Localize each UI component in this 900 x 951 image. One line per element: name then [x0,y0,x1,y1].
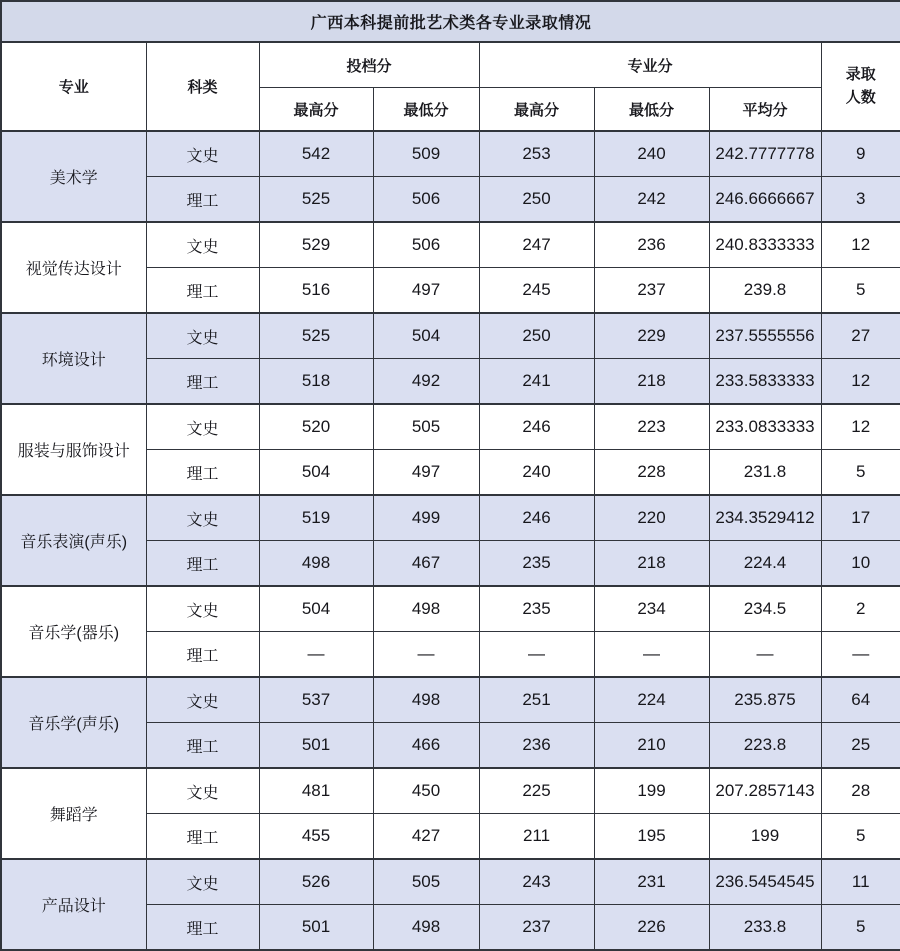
zhuanye-avg-cell: 239.8 [709,268,821,314]
toudang-min-cell: 467 [373,541,479,587]
table-row [1,313,900,359]
toudang-max-cell: 519 [259,495,373,541]
table-row [1,768,900,814]
toudang-max-cell: 455 [259,814,373,860]
subject-cell: 文史 [146,404,259,450]
zhuanye-avg-cell: — [709,632,821,678]
zhuanye-min-cell: 236 [594,222,709,268]
zhuanye-avg-cell: 199 [709,814,821,860]
admit-count-cell: 3 [821,177,900,223]
zhuanye-max-cell: 211 [479,814,594,860]
zhuanye-avg-cell: 237.5555556 [709,313,821,359]
zhuanye-max-cell: 235 [479,541,594,587]
toudang-min-cell: 509 [373,131,479,177]
zhuanye-avg-cell: 231.8 [709,450,821,496]
col-header-subject-type: 科类 [146,42,259,131]
subject-cell: 文史 [146,677,259,723]
toudang-max-cell: 498 [259,541,373,587]
toudang-min-cell: 504 [373,313,479,359]
zhuanye-avg-cell: 236.5454545 [709,859,821,905]
table-row [1,586,900,632]
subject-cell: 理工 [146,177,259,223]
col-header-zhuanye-max: 最高分 [479,88,594,132]
zhuanye-min-cell: 228 [594,450,709,496]
admit-count-cell: 27 [821,313,900,359]
toudang-max-cell: 537 [259,677,373,723]
col-header-toudang-min: 最低分 [373,88,479,132]
toudang-min-cell: 499 [373,495,479,541]
zhuanye-avg-cell: 234.3529412 [709,495,821,541]
toudang-max-cell: 525 [259,313,373,359]
toudang-max-cell: 501 [259,723,373,769]
subject-cell: 理工 [146,359,259,405]
zhuanye-max-cell: — [479,632,594,678]
zhuanye-min-cell: 223 [594,404,709,450]
toudang-min-cell: — [373,632,479,678]
zhuanye-max-cell: 235 [479,586,594,632]
toudang-max-cell: 542 [259,131,373,177]
admit-count-cell: 5 [821,814,900,860]
table-row [1,859,900,905]
subject-cell: 文史 [146,313,259,359]
subject-cell: 理工 [146,632,259,678]
table-row [1,677,900,723]
table-row [1,131,900,177]
zhuanye-max-cell: 246 [479,495,594,541]
zhuanye-avg-cell: 224.4 [709,541,821,587]
zhuanye-min-cell: 199 [594,768,709,814]
zhuanye-max-cell: 241 [479,359,594,405]
subject-cell: 文史 [146,495,259,541]
subject-cell: 理工 [146,268,259,314]
major-cell: 舞蹈学 [1,768,146,859]
toudang-max-cell: 529 [259,222,373,268]
major-cell: 视觉传达设计 [1,222,146,313]
admit-count-cell: 28 [821,768,900,814]
toudang-min-cell: 505 [373,859,479,905]
admit-count-cell: 12 [821,404,900,450]
toudang-max-cell: 525 [259,177,373,223]
table-row [1,404,900,450]
zhuanye-avg-cell: 242.7777778 [709,131,821,177]
zhuanye-max-cell: 246 [479,404,594,450]
zhuanye-max-cell: 250 [479,313,594,359]
zhuanye-min-cell: 224 [594,677,709,723]
table-row [1,495,900,541]
col-header-zhuanye: 专业分 [479,42,821,88]
subject-cell: 文史 [146,131,259,177]
toudang-min-cell: 498 [373,586,479,632]
zhuanye-max-cell: 243 [479,859,594,905]
subject-cell: 理工 [146,450,259,496]
zhuanye-avg-cell: 207.2857143 [709,768,821,814]
toudang-min-cell: 498 [373,677,479,723]
col-header-zhuanye-avg: 平均分 [709,88,821,132]
admit-count-cell: 25 [821,723,900,769]
toudang-max-cell: 501 [259,905,373,951]
major-cell: 服装与服饰设计 [1,404,146,495]
major-cell: 音乐学(声乐) [1,677,146,768]
admit-count-cell: 12 [821,222,900,268]
zhuanye-avg-cell: 246.6666667 [709,177,821,223]
zhuanye-min-cell: 240 [594,131,709,177]
toudang-min-cell: 498 [373,905,479,951]
toudang-min-cell: 506 [373,177,479,223]
toudang-max-cell: 526 [259,859,373,905]
toudang-min-cell: 427 [373,814,479,860]
admit-count-cell: 64 [821,677,900,723]
zhuanye-avg-cell: 234.5 [709,586,821,632]
admit-count-cell: 9 [821,131,900,177]
toudang-max-cell: 504 [259,586,373,632]
subject-cell: 理工 [146,541,259,587]
major-cell: 音乐学(器乐) [1,586,146,677]
zhuanye-max-cell: 225 [479,768,594,814]
admit-count-cell: 2 [821,586,900,632]
toudang-min-cell: 466 [373,723,479,769]
toudang-max-cell: 516 [259,268,373,314]
major-cell: 产品设计 [1,859,146,950]
col-header-toudang: 投档分 [259,42,479,88]
zhuanye-min-cell: — [594,632,709,678]
zhuanye-min-cell: 218 [594,541,709,587]
subject-cell: 理工 [146,814,259,860]
zhuanye-avg-cell: 240.8333333 [709,222,821,268]
admit-count-cell: — [821,632,900,678]
subject-cell: 理工 [146,723,259,769]
toudang-min-cell: 450 [373,768,479,814]
admit-count-cell: 5 [821,905,900,951]
zhuanye-min-cell: 234 [594,586,709,632]
zhuanye-avg-cell: 223.8 [709,723,821,769]
toudang-min-cell: 497 [373,450,479,496]
zhuanye-avg-cell: 233.8 [709,905,821,951]
subject-cell: 理工 [146,905,259,951]
zhuanye-min-cell: 226 [594,905,709,951]
toudang-min-cell: 505 [373,404,479,450]
col-header-toudang-max: 最高分 [259,88,373,132]
admit-count-cell: 5 [821,268,900,314]
zhuanye-max-cell: 240 [479,450,594,496]
zhuanye-max-cell: 250 [479,177,594,223]
zhuanye-avg-cell: 233.5833333 [709,359,821,405]
zhuanye-min-cell: 220 [594,495,709,541]
major-cell: 美术学 [1,131,146,222]
zhuanye-min-cell: 242 [594,177,709,223]
zhuanye-max-cell: 253 [479,131,594,177]
zhuanye-min-cell: 218 [594,359,709,405]
zhuanye-max-cell: 237 [479,905,594,951]
zhuanye-max-cell: 236 [479,723,594,769]
table-title: 广西本科提前批艺术类各专业录取情况 [1,1,900,42]
zhuanye-max-cell: 251 [479,677,594,723]
toudang-max-cell: — [259,632,373,678]
col-header-admitted [821,42,900,131]
admit-count-cell: 11 [821,859,900,905]
col-header-zhuanye-min: 最低分 [594,88,709,132]
subject-cell: 文史 [146,768,259,814]
toudang-min-cell: 492 [373,359,479,405]
major-cell: 环境设计 [1,313,146,404]
zhuanye-max-cell: 247 [479,222,594,268]
zhuanye-min-cell: 195 [594,814,709,860]
subject-cell: 文史 [146,859,259,905]
col-header-admitted-label: 录取人数 [845,66,876,106]
zhuanye-min-cell: 229 [594,313,709,359]
major-cell: 音乐表演(声乐) [1,495,146,586]
subject-cell: 文史 [146,586,259,632]
admit-count-cell: 5 [821,450,900,496]
table-body [1,131,900,950]
zhuanye-max-cell: 245 [479,268,594,314]
toudang-max-cell: 518 [259,359,373,405]
admit-count-cell: 17 [821,495,900,541]
toudang-min-cell: 497 [373,268,479,314]
toudang-max-cell: 520 [259,404,373,450]
zhuanye-avg-cell: 233.0833333 [709,404,821,450]
zhuanye-min-cell: 210 [594,723,709,769]
toudang-max-cell: 504 [259,450,373,496]
zhuanye-min-cell: 237 [594,268,709,314]
admit-count-cell: 10 [821,541,900,587]
table-row [1,222,900,268]
col-header-major: 专业 [1,42,146,131]
toudang-max-cell: 481 [259,768,373,814]
subject-cell: 文史 [146,222,259,268]
zhuanye-avg-cell: 235.875 [709,677,821,723]
zhuanye-min-cell: 231 [594,859,709,905]
admit-count-cell: 12 [821,359,900,405]
toudang-min-cell: 506 [373,222,479,268]
